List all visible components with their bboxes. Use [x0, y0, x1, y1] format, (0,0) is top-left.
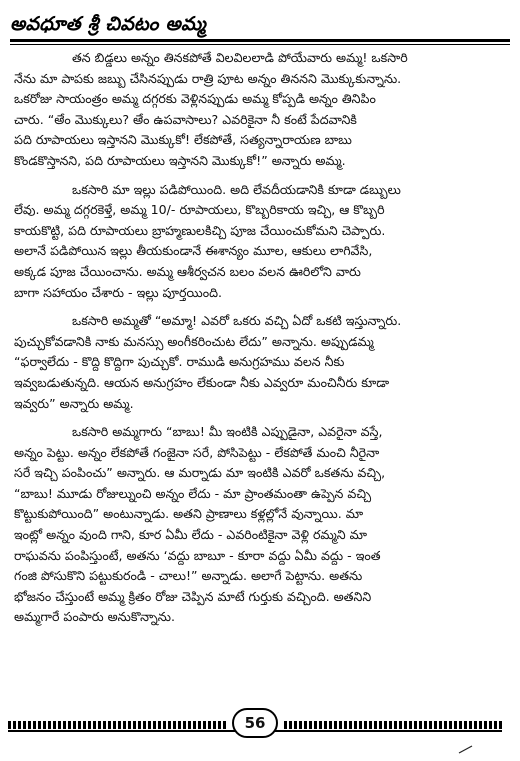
text-line: నేను మా పాపకు జబ్బు చేసినప్పుడు రాత్రి పూట అన్నం తిననని మొక్కుకున్నాను.	[14, 70, 402, 86]
text-line: గంజి పోసుకొని పట్టుకురండి - చాలు!” అన్నాడు. అలాగే పెట్టాను. అతను	[14, 568, 363, 584]
text-line: ఇవ్వబడుతున్నది. ఆయన అనుగ్రహం లేకుండా నీకు ఎవ్వరూ మంచినీరు కూడా	[14, 374, 390, 390]
text-line: బాగా సహాయం చేశారు - ఇల్లు పూర్తయింది.	[14, 284, 222, 300]
page-footer	[8, 706, 502, 740]
text-line: అమ్మగారే పంపారు అనుకొన్నాను.	[14, 609, 175, 625]
text-line: ఒకసారి అమ్మగారు “బాబు! మీ ఇంటికి ఎప్పుడైనా, ఎవరైనా వస్తే,	[72, 424, 383, 440]
text-line: అలానే పడిపోయిన ఇల్లు తీయకుండానే ఈశాన్యం మూల, ఆకులు లాగివేసి,	[14, 243, 373, 259]
text-line: చారు. “అేం మొక్కులు? అేం ఉపవాసాలు? ఎవరికైనా నీ కంటే పేదవానికి	[14, 111, 357, 127]
text-line: సరే ఇచ్చి పంపించు” అన్నారు. ఆ మర్నాడు మా ఇంటికి ఎవరో ఒకతను వచ్చి,	[14, 465, 386, 481]
pen-stroke-mark	[458, 744, 474, 754]
text-line: ఒకరోజు సాయంత్రం అమ్మ దగ్గరకు వెళ్లినప్పుడు అమ్మ కోప్పడి అన్నం తినిపిం	[14, 91, 376, 107]
text-line: భోజనం చేస్తుంటే అమ్మ క్రితం రోజు చెప్పిన మాటే గుర్తుకు వచ్చింది. అతనిని	[14, 588, 372, 604]
paragraph-1	[14, 48, 500, 172]
book-title: అవధూత శ్రీ చివటం అమ్మ	[10, 13, 206, 35]
text-line: ఇంట్లో అన్నం వుంది గాని, కూర ఏమీ లేదు - ఎవరింటికైనా వెళ్లి రమ్మని మా	[14, 527, 367, 543]
text-line: కొండకొస్తానని, పది రూపాయలు ఇస్తానని మొక్కుకో!” అన్నారు అమ్మ.	[14, 152, 346, 168]
text-line: తన బిడ్డలు అన్నం తినకపోతే విలవిలలాడి పోయేవారు అమ్మ! ఒకసారి	[72, 50, 408, 65]
text-line: అక్కడ పూజ చేయించాను. అమ్మ ఆశీర్వచన బలం వలన ఊరిలోని వారు	[14, 263, 361, 279]
header-rule-thin	[10, 44, 510, 45]
text-line: రాఘవను పంపిస్తుంటే, అతను ‘వద్దు బాబూ - కూరా వద్దు ఏమీ వద్దు - ఇంత	[14, 547, 381, 563]
text-line: లేవు. అమ్మ దగ్గరకెళ్తే, అమ్మ 10/- రూపాయలు, కొబ్బరికాయ ఇచ్చి, ఆ కొబ్బరి	[14, 202, 385, 218]
text-line: పది రూపాయలు ఇస్తానని మొక్కుకో! లేకపోతే, సత్యన్నారాయణ బాబు	[14, 132, 352, 148]
body-text	[14, 48, 500, 636]
page-header	[10, 12, 500, 36]
text-line: “బాబు! మూడు రోజుల్నుంచి అన్నం లేదు - మా ప్రాంతమంతా ఉప్పెన వచ్చి	[14, 485, 372, 501]
text-line: కొట్టుకుపోయింది” అంటున్నాడు. అతని ప్రాణాలు కళ్లల్లోనే వున్నాయి. మా	[14, 506, 364, 522]
text-line: ఒకసారి మా ఇల్లు పడిపోయింది. అది లేవదీయడానికి కూడా డబ్బులు	[72, 181, 401, 197]
text-line: “ఫర్వాలేదు - కొద్ది కొద్దిగా పుచ్చుకో. రాముడి అనుగ్రహము వలన నీకు	[14, 354, 345, 370]
text-line: పుచ్చుకోవడానికి నాకు మనస్సు అంగీకరించుట లేదు” అన్నాను. అప్పుడమ్మ	[14, 333, 374, 349]
page-number: 56	[232, 708, 278, 738]
footer-ornament-right	[284, 721, 502, 729]
footer-ornament-left	[8, 721, 226, 729]
header-rule-thick	[10, 39, 510, 42]
text-line: ఒకసారి అమ్మతో “అమ్మా! ఎవరో ఒకరు వచ్చి ఏదో ఒకటి ఇస్తున్నారు.	[72, 313, 402, 329]
paragraph-2	[14, 180, 500, 304]
text-line: కాయకొట్టి, పది రూపాయలు బ్రాహ్మణులకిచ్చి పూజ చేయించుకోమని చెప్పారు.	[14, 222, 386, 238]
text-line: అన్నం పెట్టు. అన్నం లేకపోతే గంజైనా సరే, పోసిపెట్టు - లేకపోతే మంచి నీరైనా	[14, 444, 380, 460]
text-line: ఇవ్వరు” అన్నారు అమ్మ.	[14, 395, 134, 411]
paragraph-3	[14, 311, 500, 414]
paragraph-4	[14, 422, 500, 628]
